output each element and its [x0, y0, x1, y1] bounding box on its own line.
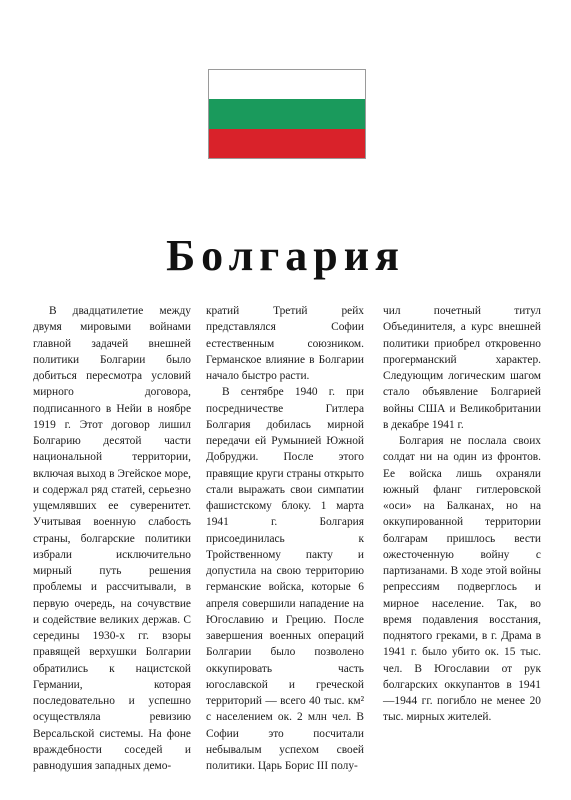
paragraph: В сентябре 1940 г. при посредничестве Гитлера Болгария добилась мирной передачи ей Румынией Южной Добруджи. После этого правящие круги страны открыто стали выражать свои симпатии фашистскому блоку. 1 марта 1941 г. Болгария присоединилась к Тройственному пакту и допустила на свою территорию германские войска, которые 6 апреля совершили нападение на Югославию и Грецию. После завершения военных операций Болгарии было позволено оккупировать часть югославской и греческой территорий — всего 40 тыс. км² с населением ок. 2 млн чел. В Софии это посчитали небывалым успехом своей политики. Царь Борис III полу-: [206, 386, 364, 772]
article-body: [33, 303, 543, 793]
flag-stripe-red: [209, 129, 365, 158]
text-column-2: [206, 303, 364, 774]
text-column-3: [383, 303, 541, 726]
text-column-1: [33, 303, 191, 774]
paragraph: чил почетный титул Объединителя, а курс внешней политики приобрел откровенно прогерманский характер. Следующим логическим шагом стало объявление Болгарией войны США и Великобритании в декабре 1941 г.: [383, 305, 541, 431]
flag-stripe-white: [209, 70, 365, 99]
article-title: Болгария: [166, 231, 405, 280]
paragraph: кратий Третий рейх представлялся Софии естественным союзником. Германское влияние в Болгарии начало быстро расти.: [206, 305, 364, 382]
bulgarian-flag: [208, 69, 366, 159]
flag-stripe-green: [209, 99, 365, 128]
paragraph: В двадцатилетие между двумя мировыми войнами главной задачей внешней политики Болгарии было добиться пересмотра условий мирного договора, подписанного в Нейи в ноябре 1919 г. Этот договор лишил Болгарию десятой части национальной территории, включая выход в Эгейское море, и содержал ряд статей, серьезно ущемлявших ее суверенитет. Учитывая военную слабость страны, болгарские политики избрали исключительно мирный путь решения проблемы и рассчитывали, в первую очередь, на сочувствие и содействие великих держав. С середины 1930-х гг. взоры правящей верхушки Болгарии обратились к нацистской Германии, которая последовательно и успешно осуществляла ревизию Версальской системы. На фоне враждебности соседей и равнодушия западных демо-: [33, 305, 191, 772]
paragraph: Болгария не послала своих солдат ни на один из фронтов. Ее войска лишь охраняли южный фланг гитлеровской «оси» на Балканах, но на оккупированной территории болгарам пришлось вести ожесточенную войну с партизанами. В ходе этой войны репрессиям подверглось и мирное население. Так, во время подавления восстания, поднятого греками, в г. Драма в 1941 г. было убито ок. 15 тыс. чел. В Югославии от рук болгарских оккупантов в 1941—1944 гг. погибло не менее 20 тыс. мирных жителей.: [383, 435, 541, 724]
